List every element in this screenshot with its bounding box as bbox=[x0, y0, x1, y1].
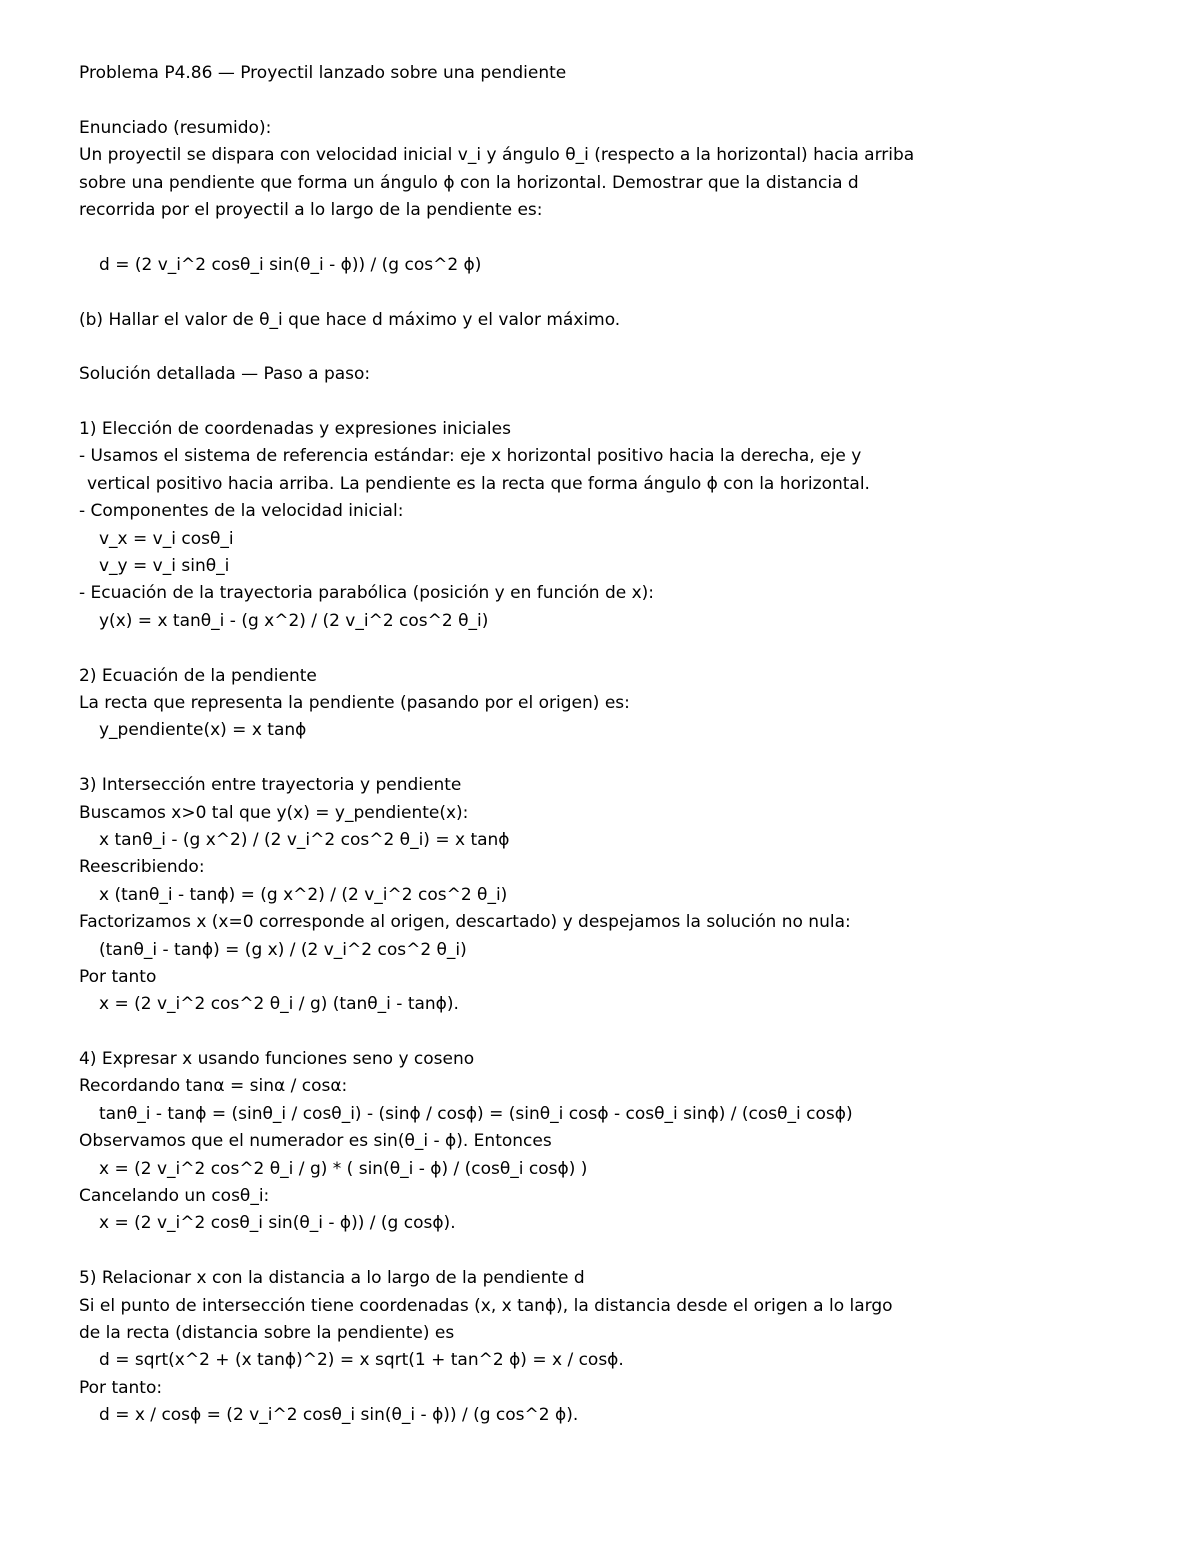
step-line: Reescribiendo: bbox=[79, 857, 205, 878]
statement-heading: Enunciado (resumido): bbox=[79, 117, 272, 138]
document-title: Problema P4.86 — Proyectil lanzado sobre una pendiente bbox=[79, 63, 567, 83]
step-line: - Usamos el sistema de referencia estándar: eje x horizontal positivo hacia la derecha, eje y bbox=[79, 446, 862, 467]
statement-line: Un proyectil se dispara con velocidad inicial v_i y ángulo θ_i (respecto a la horizontal) hacia arriba bbox=[79, 145, 915, 166]
step-formula: x tanθ_i - (g x^2) / (2 v_i^2 cos^2 θ_i) = x tanϕ bbox=[99, 829, 510, 850]
step-line: Observamos que el numerador es sin(θ_i - ϕ). Entonces bbox=[79, 1131, 552, 1152]
step-title: 4) Expresar x usando funciones seno y coseno bbox=[79, 1049, 475, 1070]
solution-heading: Solución detallada — Paso a paso: bbox=[79, 364, 371, 385]
step-line: Factorizamos x (x=0 corresponde al origen, descartado) y despejamos la solución no nula: bbox=[79, 912, 851, 933]
spacer bbox=[79, 635, 1159, 662]
step-formula: d = sqrt(x^2 + (x tanϕ)^2) = x sqrt(1 + tan^2 ϕ) = x / cosϕ. bbox=[99, 1350, 624, 1371]
spacer bbox=[79, 279, 1159, 306]
step-formula: (tanθ_i - tanϕ) = (g x) / (2 v_i^2 cos^2 θ_i) bbox=[99, 939, 467, 960]
step-formula: y(x) = x tanθ_i - (g x^2) / (2 v_i^2 cos^2 θ_i) bbox=[99, 610, 489, 631]
step-title: 5) Relacionar x con la distancia a lo largo de la pendiente d bbox=[79, 1268, 585, 1289]
step-line: - Ecuación de la trayectoria parabólica (posición y en función de x): bbox=[79, 583, 655, 604]
spacer bbox=[79, 745, 1159, 772]
step-formula: v_x = v_i cosθ_i bbox=[99, 528, 234, 549]
step-line: - Componentes de la velocidad inicial: bbox=[79, 501, 404, 522]
statement-line: sobre una pendiente que forma un ángulo ϕ con la horizontal. Demostrar que la distancia d bbox=[79, 172, 859, 193]
step-title: 3) Intersección entre trayectoria y pendiente bbox=[79, 775, 462, 796]
step-formula: v_y = v_i sinθ_i bbox=[99, 556, 230, 577]
step-formula: x = (2 v_i^2 cos^2 θ_i / g) (tanθ_i - tanϕ). bbox=[99, 994, 459, 1015]
step-line: Por tanto: bbox=[79, 1377, 163, 1398]
statement-part-b: (b) Hallar el valor de θ_i que hace d máximo y el valor máximo. bbox=[79, 309, 621, 330]
step-line: Recordando tanα = sinα / cosα: bbox=[79, 1076, 348, 1097]
step-formula: tanθ_i - tanϕ = (sinθ_i / cosθ_i) - (sinϕ / cosϕ) = (sinθ_i cosϕ - cosθ_i sinϕ) / (cosθ_i cosϕ) bbox=[99, 1103, 853, 1124]
statement-formula: d = (2 v_i^2 cosθ_i sin(θ_i - ϕ)) / (g cos^2 ϕ) bbox=[99, 254, 482, 275]
step-title: 1) Elección de coordenadas y expresiones iniciales bbox=[79, 419, 511, 440]
spacer bbox=[79, 224, 1159, 251]
statement-line: recorrida por el proyectil a lo largo de la pendiente es: bbox=[79, 199, 543, 220]
step-title: 2) Ecuación de la pendiente bbox=[79, 665, 317, 686]
step-formula: x (tanθ_i - tanϕ) = (g x^2) / (2 v_i^2 cos^2 θ_i) bbox=[99, 884, 508, 905]
spacer bbox=[79, 1019, 1159, 1046]
document-page bbox=[79, 60, 1159, 1430]
step-line: Si el punto de intersección tiene coordenadas (x, x tanϕ), la distancia desde el origen a lo largo bbox=[79, 1295, 893, 1316]
step-line: Por tanto bbox=[79, 966, 157, 987]
spacer bbox=[79, 389, 1159, 416]
step-line: La recta que representa la pendiente (pasando por el origen) es: bbox=[79, 692, 630, 713]
spacer bbox=[79, 1238, 1159, 1265]
step-formula: x = (2 v_i^2 cosθ_i sin(θ_i - ϕ)) / (g cosϕ). bbox=[99, 1213, 456, 1234]
step-line: vertical positivo hacia arriba. La pendiente es la recta que forma ángulo ϕ con la horizontal. bbox=[87, 473, 870, 494]
step-line: de la recta (distancia sobre la pendiente) es bbox=[79, 1322, 455, 1343]
spacer bbox=[79, 87, 1159, 114]
step-formula: x = (2 v_i^2 cos^2 θ_i / g) * ( sin(θ_i - ϕ) / (cosθ_i cosϕ) ) bbox=[99, 1158, 588, 1179]
step-line: Cancelando un cosθ_i: bbox=[79, 1186, 270, 1207]
step-formula: d = x / cosϕ = (2 v_i^2 cosθ_i sin(θ_i - ϕ)) / (g cos^2 ϕ). bbox=[99, 1405, 579, 1426]
step-formula: y_pendiente(x) = x tanϕ bbox=[99, 720, 307, 741]
step-line: Buscamos x>0 tal que y(x) = y_pendiente(x): bbox=[79, 802, 469, 823]
spacer bbox=[79, 334, 1159, 361]
